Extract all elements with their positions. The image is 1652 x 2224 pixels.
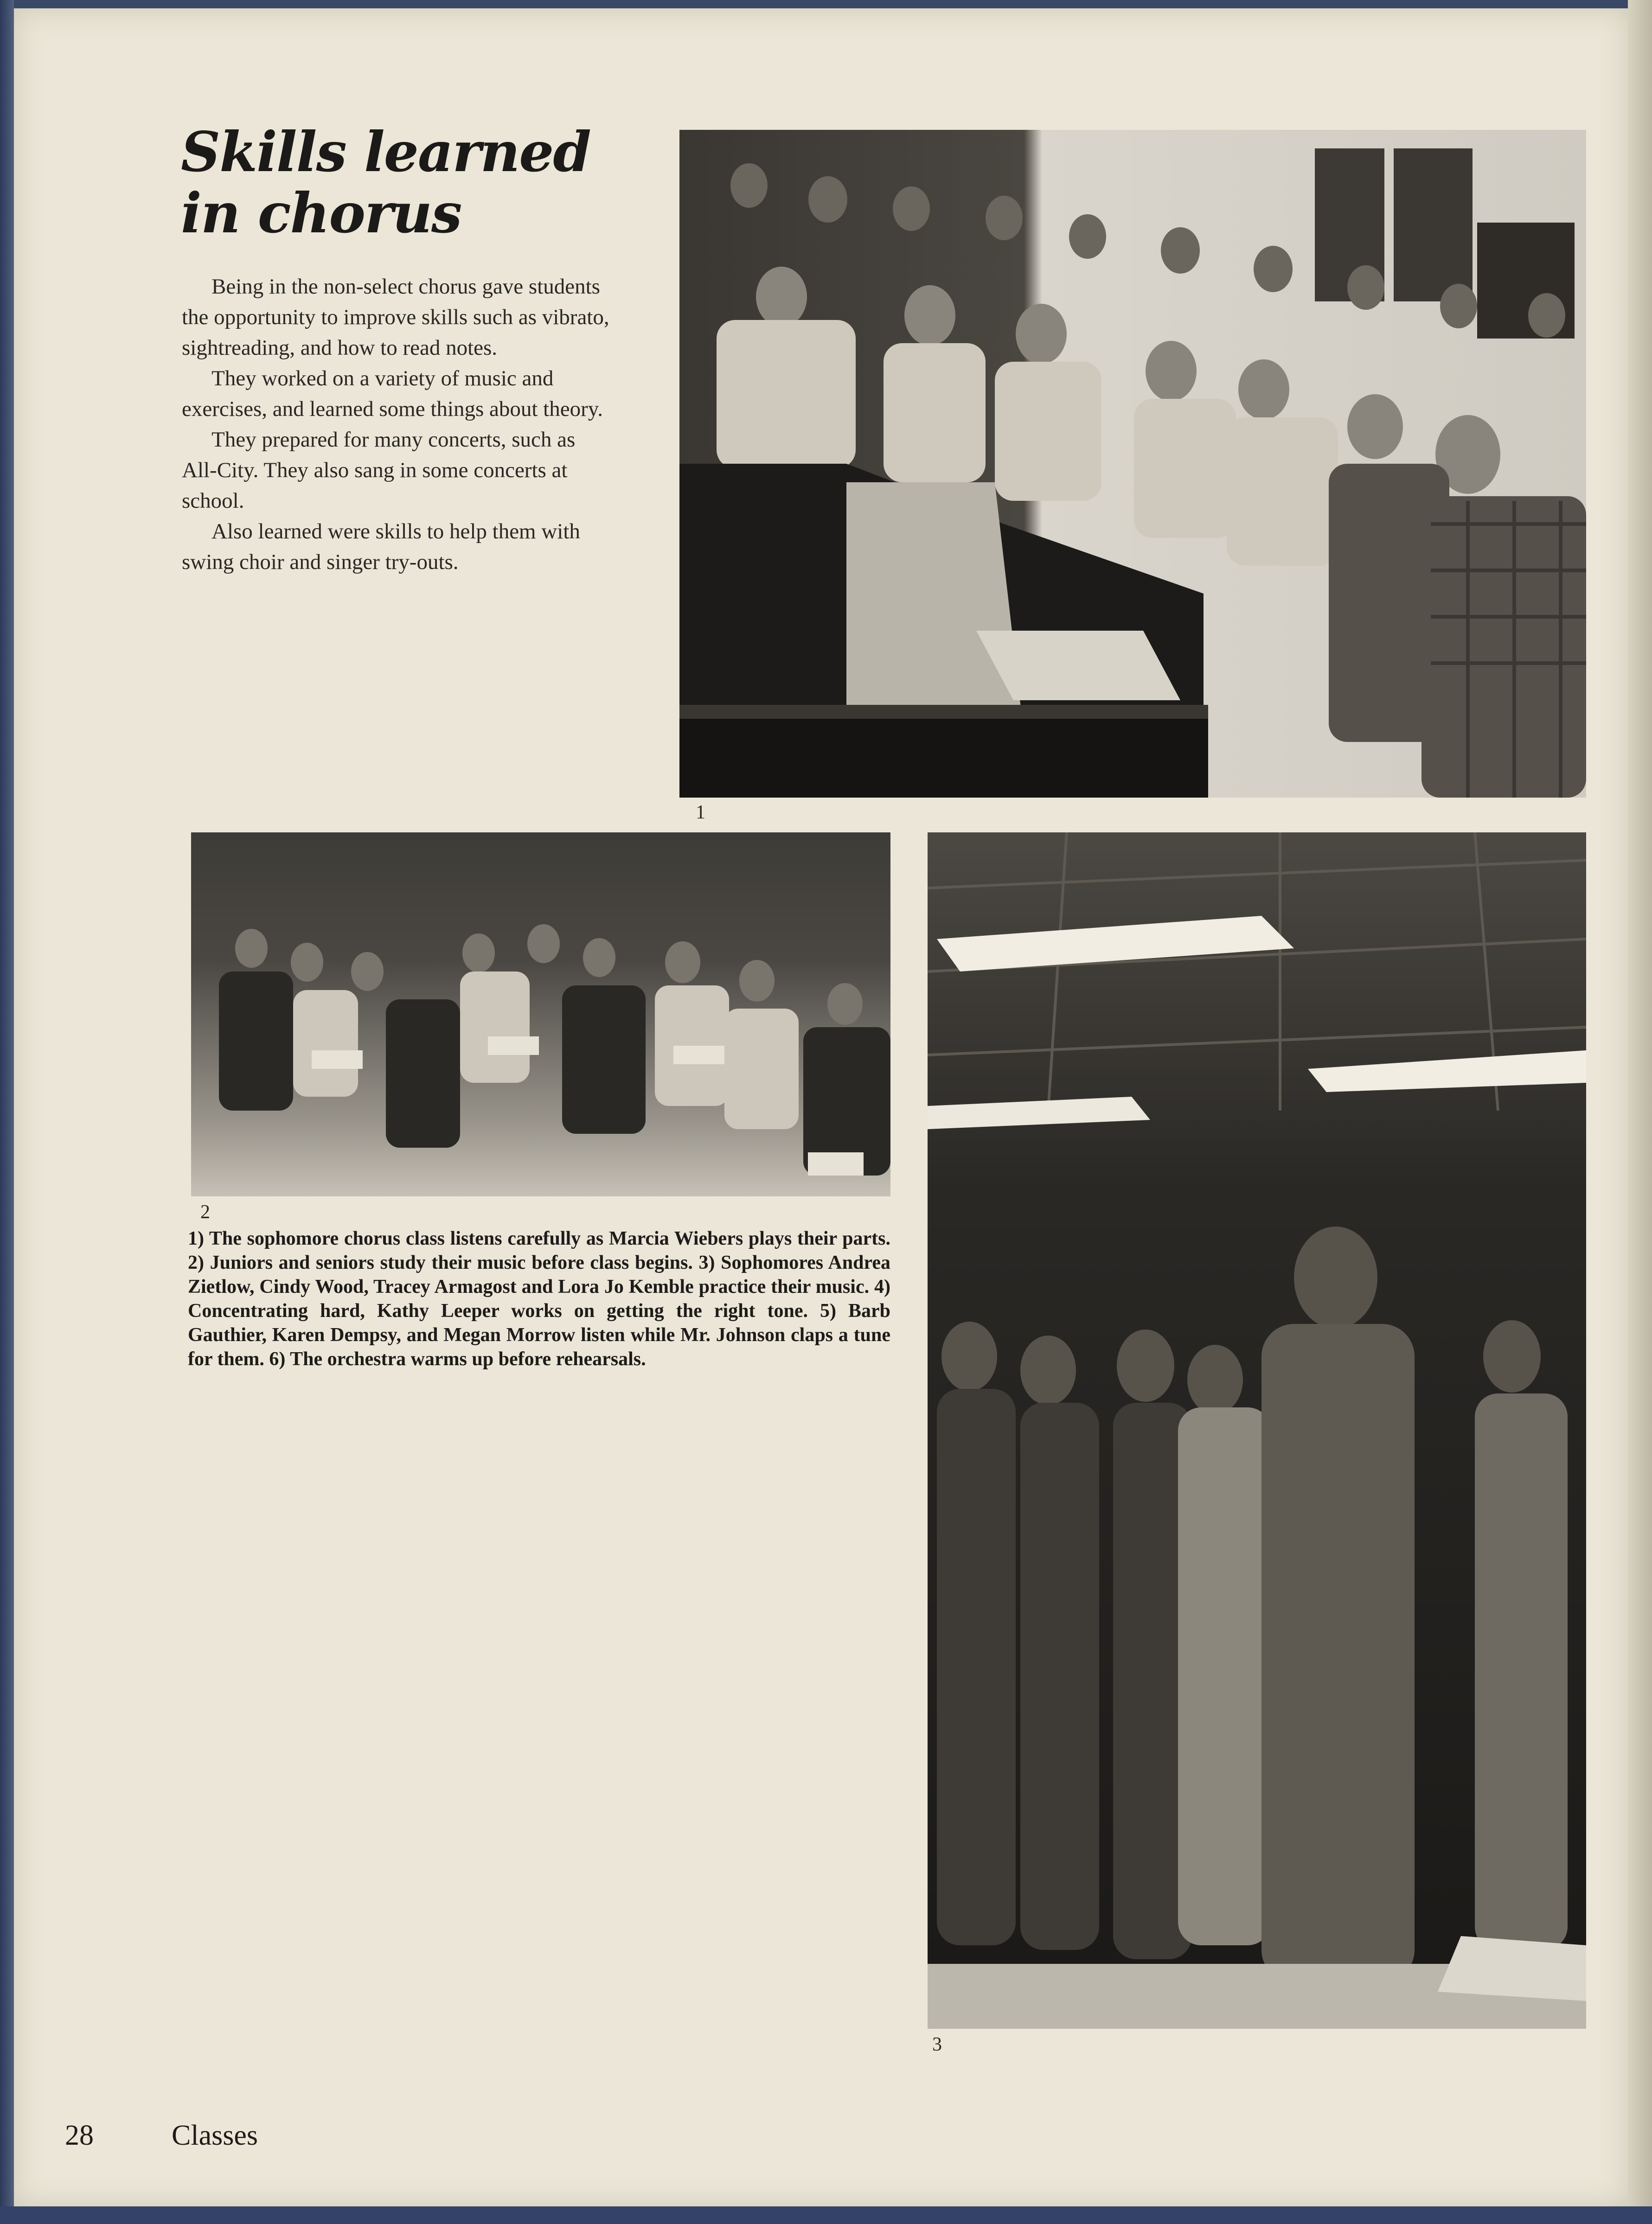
photo-number: 2 bbox=[200, 1201, 210, 1223]
photo-number: 1 bbox=[696, 802, 705, 823]
page-edge bbox=[1628, 0, 1652, 2224]
bottom-edge bbox=[0, 2206, 1652, 2224]
chorus-room-piano-photo-image bbox=[679, 130, 1586, 798]
paragraph: They prepared for many concerts, such as All-City. They also sang in some concerts at school. bbox=[182, 428, 576, 513]
students-standing-singing-photo bbox=[928, 832, 1586, 2029]
article-body bbox=[182, 271, 613, 577]
students-seated-reading-music-photo-image bbox=[191, 832, 890, 1196]
page-number: 28 bbox=[65, 2120, 94, 2151]
paragraph: They worked on a variety of music and exercises, and learned some things about theory. bbox=[182, 366, 603, 421]
students-seated-reading-music-photo bbox=[191, 832, 890, 1196]
paragraph: Being in the non-select chorus gave students the opportunity to improve skills such as vibrato, sightreading, and how to read notes. bbox=[182, 275, 609, 360]
top-edge bbox=[0, 0, 1652, 8]
photo-number: 3 bbox=[932, 2034, 942, 2055]
book-spine bbox=[0, 0, 14, 2224]
page-headline: Skills learned in chorus bbox=[181, 120, 590, 245]
paragraph: Also learned were skills to help them with swing choir and singer try-outs. bbox=[182, 519, 580, 574]
photo-caption: 1) The sophomore chorus class listens carefully as Marcia Wiebers plays their parts. 2) Juniors and seniors study their music before class begins. 3) Sophomores Andrea Zietlow, Cindy Wood, Tracey Armagost and Lora Jo Kemble practice their music. 4) Concentrating hard, Kathy Leeper works on getting the right tone. 5) Barb Gauthier, Karen Dempsy, and Megan Morrow listen while Mr. Johnson claps a tune for them. 6) The orchestra warms up before rehearsals. bbox=[188, 1228, 890, 1370]
students-standing-singing-photo-image bbox=[928, 832, 1586, 2029]
chorus-room-piano-photo bbox=[679, 130, 1586, 798]
section-label: Classes bbox=[172, 2120, 258, 2151]
